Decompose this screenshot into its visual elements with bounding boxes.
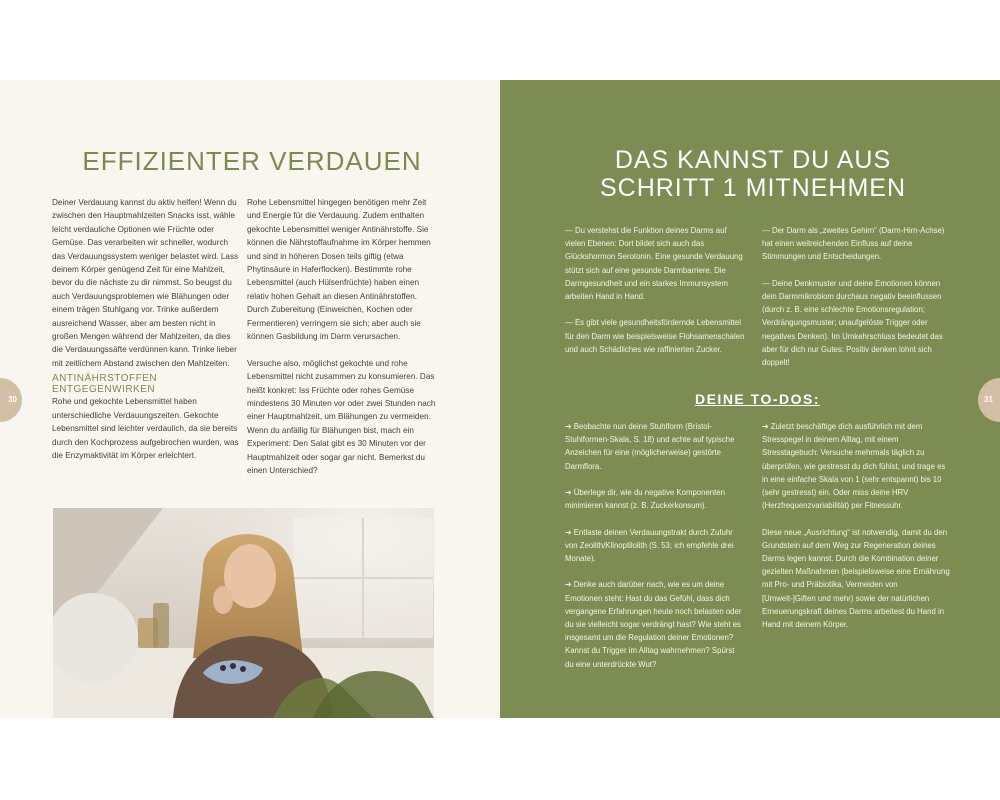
- todo-item: ➔ Zuletzt beschäftige dich ausführlich mit dem Stresspegel in deinem Alltag, mit einem Stresstagebuch: Versuche mehrmals täglich zu überprüfen, wie gestresst du dich fühlst, und trage es in eine einfache Skala von 1 (sehr entspannt) bis 10 (sehr gestresst) ein. Oder miss deine HRV (Herzfrequenzvariabilität) per Fitnessuhr.: [762, 422, 946, 511]
- todo-heading: DEINE TO-DOS:: [694, 391, 821, 407]
- todo-item: ➔ Denke auch darüber nach, wie es um deine Emotionen steht: Hast du das Gefühl, dass dich vergangene Erfahrungen heute noch belasten oder du sie vielleicht sogar verdrängt hast? Wie steht es insgesamt um die Regulation deiner Emotionen? Kannst du Trigger im Alltag wahrnehmen? Spürst du eine unterdrückte Wut?: [565, 580, 742, 669]
- experiment-paragraph: Versuche also, möglichst gekochte und rohe Lebensmittel nicht zusammen zu konsumieren. Das heißt konkret: Iss Früchte oder rohes Gemüse mindestens 30 Minuten vor oder zwei Stunden nach einer Hauptmahlzeit, um Blähungen zu vermeiden. Wenn du anfällig für Blähungen bist, mach ein Experiment: Den Salat gibt es 30 Minuten vor der Hauptmahlzeit oder sogar gar nicht. Bemerkst du einen Unterschied?: [247, 358, 436, 476]
- left-page-title: EFFIZIENTER VERDAUEN: [82, 146, 422, 176]
- summary-item: — Deine Denkmuster und deine Emotionen können dein Darmmikrobiom durchaus negativ beeinflussen (durch z. B. eine schlechte Emotionsregulation; Verdrängungsmuster; unaufgelöste Trigger oder negatives Denken). Im Umkehrschluss bedeutet das aber für dich nur Gutes: Positiv denken lohnt sich doppelt!: [762, 278, 943, 368]
- subheading: ANTINÄHRSTOFFEN ENTGEGENWIRKEN: [52, 373, 158, 396]
- conclusion-paragraph: Diese neue „Ausrichtung“ ist notwendig, damit du den Grundstein auf dem Weg zur Regeneration deines Darms legen kannst. Durch die Kombination deiner gezielten Maßnahmen (beispielsweise eine Ernährung mit Pro- und Präbiotika, Vermeiden von [Umwelt-]Giften und mehr) sowie der natürlichen Erneuerungskraft deines Darms arbeitest du Hand in Hand mit deinem Körper.: [762, 527, 950, 630]
- summary-item: — Der Darm als „zweites Gehirn“ (Darm-Hirn-Achse) hat einen weitreichenden Einfluss auf deine Stimmungen und Entscheidungen.: [762, 226, 945, 262]
- left-page: [0, 80, 500, 718]
- title-line-1: DAS KANNST DU AUS: [614, 146, 892, 174]
- todo-item: ➔ Beobachte nun deine Stuhlform (Bristol-Stuhlformen-Skala, S. 18) und achte auf typische Anzeichen für eine (möglicherweise) gestörte Darmflora.: [565, 422, 735, 471]
- left-column-2: [247, 196, 437, 478]
- todo-column-right: [762, 420, 952, 631]
- page-number-right: 31: [978, 378, 1000, 422]
- summary-column-right: [762, 224, 952, 369]
- raw-cooked-paragraph: Rohe und gekochte Lebensmittel haben unterschiedliche Verdauungszeiten. Gekochte Lebensmittel sind leichter verdaulich, da sie bereits durch den Kochprozess aufgebrochen wurden, was die Enzymaktivität im Körper erleichtert.: [52, 397, 239, 460]
- left-column-1: [52, 196, 242, 462]
- book-spread: [0, 80, 1000, 718]
- summary-item: — Du verstehst die Funktion deines Darms auf vielen Ebenen: Dort bildet sich auch das Glückshormon Serotonin. Eine gesunde Verdauung stützt sich auf eine gesunde Darmbarriere. Die Darmgesundheit und ein starkes Immunsystem arbeiten Hand in Hand.: [565, 226, 743, 302]
- right-page-title: [553, 146, 953, 202]
- intro-paragraph: Deiner Verdauung kannst du aktiv helfen! Wenn du zwischen den Hauptmahlzeiten Snacks isst, wähle leicht verdauliche Optionen wie Früchte oder Gemüse. Das verarbeiten wir schneller, wodurch das Verdauungssystem weniger belastet wird. Lass deinem Körper genügend Zeit für eine Mahlzeit, bevor du die nächste zu dir nimmst. So beugst du auch Verdauungsproblemen wie Blähungen oder einem trägen Stuhlgang vor. Trinke außerdem ausreichend Wasser, aber am besten nicht in großen Mengen während der Mahlzeiten, da dies die Verdauungssäfte verdünnen kann. Trinke lieber mit zeitlichem Abstand zwischen den Mahlzeiten.: [52, 198, 239, 368]
- title-line-2: SCHRITT 1 MITNEHMEN: [599, 174, 907, 202]
- todo-item: ➔ Überlege dir, wie du negative Komponenten minimieren kannst (z. B. Zuckerkonsum).: [565, 488, 725, 511]
- todo-item: ➔ Entlaste deinen Verdauungstrakt durch Zufuhr von Zeolith/Klinoptilolith (S. 53; ich empfehle drei Monate).: [565, 527, 734, 563]
- photo-woman-eating: [53, 508, 434, 718]
- photo-illustration: [53, 508, 434, 718]
- right-page: [500, 80, 1000, 718]
- antinutrients-paragraph: Rohe Lebensmittel hingegen benötigen mehr Zeit und Energie für die Verdauung. Zudem enthalten gekochte Lebensmittel weniger Antinährstoffe. Sie können die Nährstoffaufnahme im Körper hemmen und sind in höheren Dosen teils giftig (etwa Phytinsäure in Haferflocken). Bestimmte rohe Lebensmittel (auch Hülsenfrüchte) haben einen relativ hohen Gehalt an diesen Antinährstoffen. Durch Zubereitung (Einweichen, Kochen oder Fermentieren) verringern sie sich; aber auch sie können Gasbildung im Darm verursachen.: [247, 198, 431, 342]
- todo-column-left: [565, 420, 745, 671]
- page-number-left: 30: [0, 378, 22, 422]
- summary-column-left: [565, 224, 745, 356]
- summary-item: — Es gibt viele gesundheitsfördernde Lebensmittel für den Darm wie beispielsweise Flohsamenschalen und auch Schädliches wie raffinierten Zucker.: [565, 318, 745, 354]
